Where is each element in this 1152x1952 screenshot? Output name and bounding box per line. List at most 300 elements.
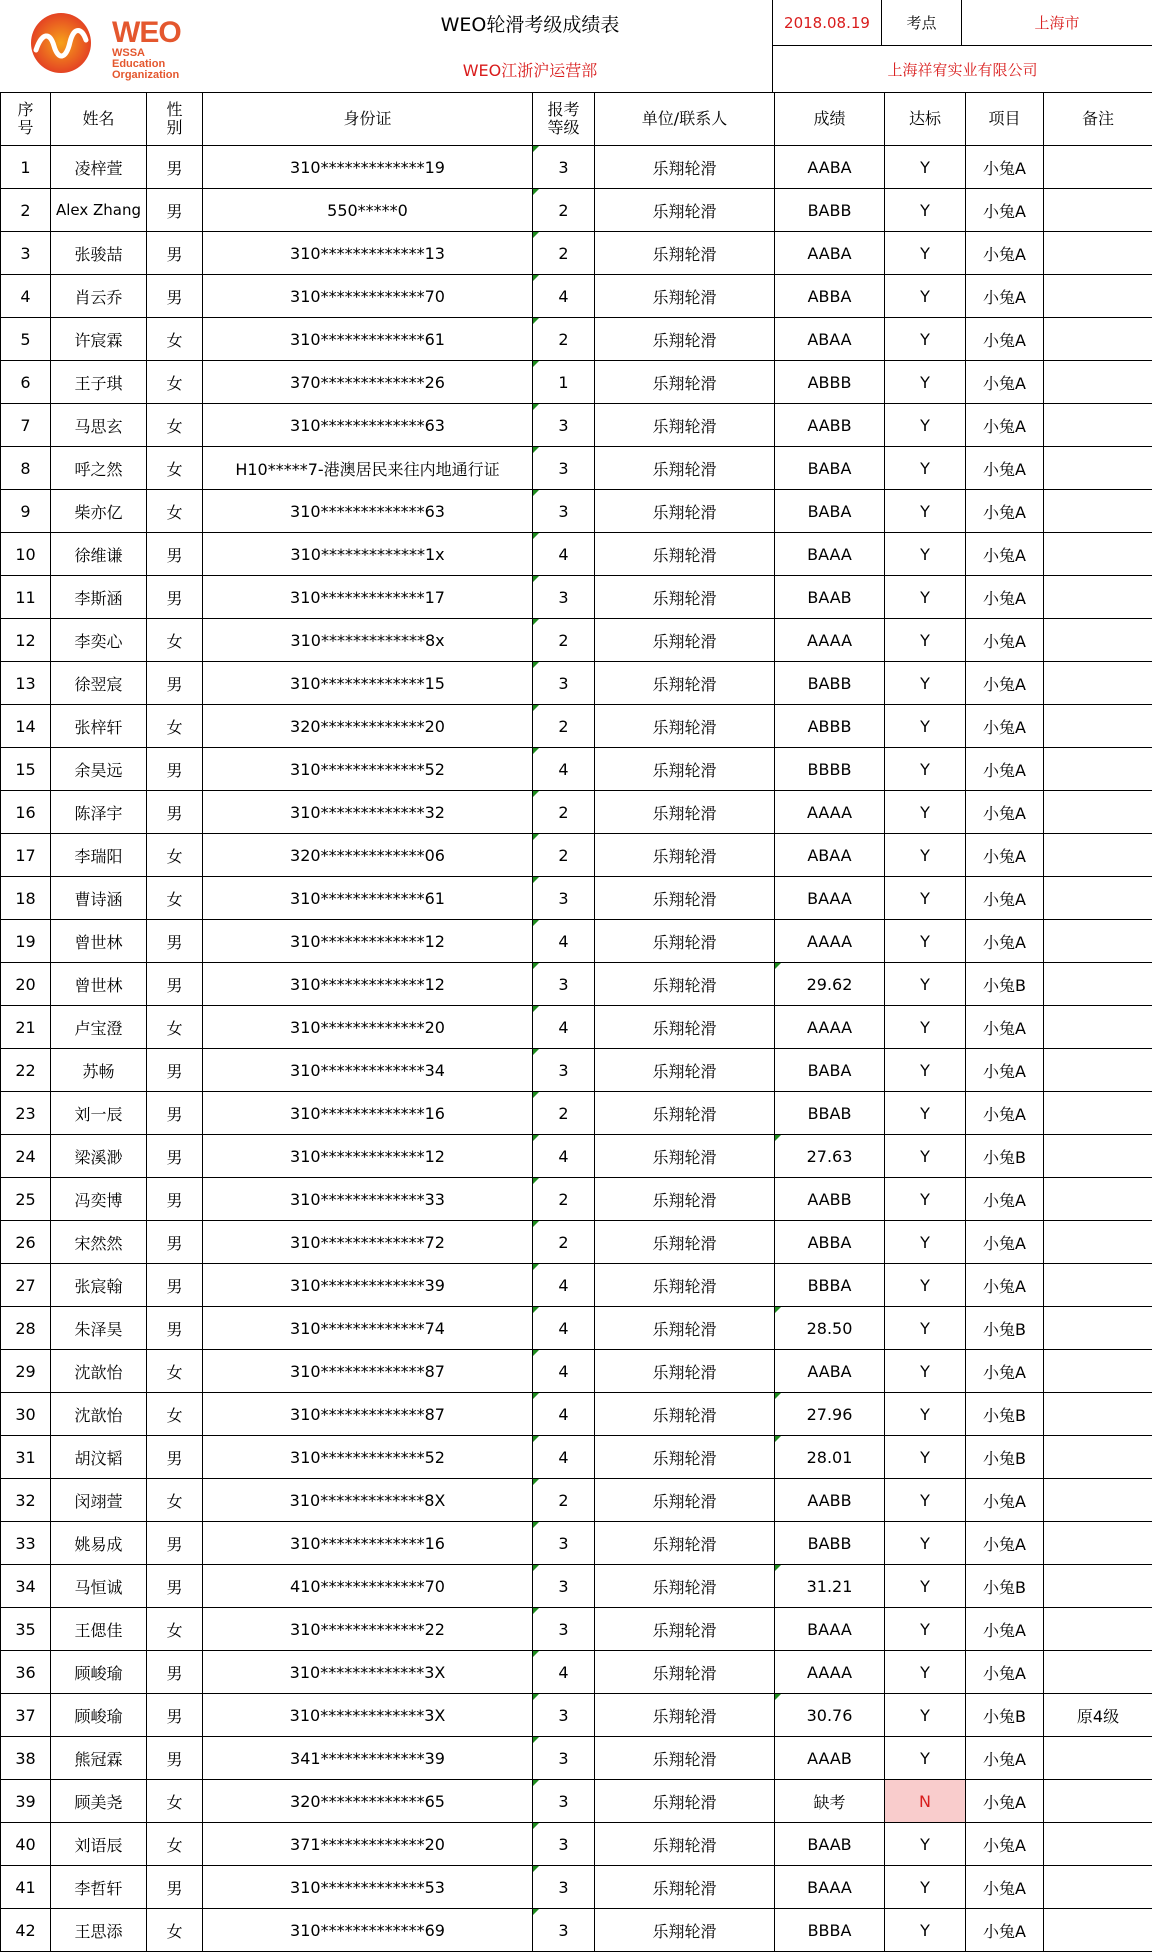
remark	[1044, 576, 1152, 619]
score: BAAB	[775, 1823, 885, 1866]
exam-level: 1	[533, 361, 595, 404]
remark	[1044, 619, 1152, 662]
gender: 男	[147, 1737, 203, 1780]
remark	[1044, 1436, 1152, 1479]
exam-level: 3	[533, 1608, 595, 1651]
remark	[1044, 1049, 1152, 1092]
id-number: 310*************17	[203, 576, 533, 619]
logo-line-3: Organization	[112, 69, 180, 81]
gender: 男	[147, 1694, 203, 1737]
score: ABBB	[775, 361, 885, 404]
row-index: 24	[1, 1135, 51, 1178]
pass-flag: Y	[885, 877, 966, 920]
gender: 男	[147, 1049, 203, 1092]
exam-level: 3	[533, 490, 595, 533]
table-row	[1, 1264, 1152, 1307]
gender: 男	[147, 1264, 203, 1307]
gender: 男	[147, 748, 203, 791]
row-index: 4	[1, 275, 51, 318]
project: 小兔A	[966, 877, 1044, 920]
student-name: 徐维谦	[51, 533, 147, 576]
gender: 女	[147, 404, 203, 447]
exam-level: 2	[533, 189, 595, 232]
id-number: 310*************39	[203, 1264, 533, 1307]
col-header-name: 姓名	[51, 93, 147, 146]
pass-flag: Y	[885, 791, 966, 834]
id-number: 310*************53	[203, 1866, 533, 1909]
unit-contact: 乐翔轮滑	[595, 447, 775, 490]
id-number: 371*************20	[203, 1823, 533, 1866]
project: 小兔A	[966, 1909, 1044, 1952]
weo-logo	[30, 12, 210, 81]
remark	[1044, 1307, 1152, 1350]
exam-level: 2	[533, 705, 595, 748]
project: 小兔A	[966, 1178, 1044, 1221]
gender: 女	[147, 1608, 203, 1651]
remark	[1044, 1135, 1152, 1178]
gender: 男	[147, 1436, 203, 1479]
unit-contact: 乐翔轮滑	[595, 1006, 775, 1049]
exam-level: 3	[533, 146, 595, 189]
score: BAAA	[775, 1608, 885, 1651]
score: ABAA	[775, 318, 885, 361]
id-number: 310*************15	[203, 662, 533, 705]
table-row	[1, 146, 1152, 189]
student-name: 胡汶韬	[51, 1436, 147, 1479]
table-row	[1, 662, 1152, 705]
pass-flag: Y	[885, 748, 966, 791]
id-number: H10*****7-港澳居民来往内地通行证	[203, 447, 533, 490]
student-name: 呼之然	[51, 447, 147, 490]
pass-flag: Y	[885, 146, 966, 189]
score: 缺考	[775, 1780, 885, 1823]
remark	[1044, 189, 1152, 232]
gender: 男	[147, 576, 203, 619]
score: BAAA	[775, 877, 885, 920]
table-row	[1, 1436, 1152, 1479]
gender: 女	[147, 1006, 203, 1049]
project: 小兔B	[966, 1694, 1044, 1737]
project: 小兔A	[966, 1092, 1044, 1135]
pass-flag: Y	[885, 834, 966, 877]
project: 小兔B	[966, 1393, 1044, 1436]
unit-contact: 乐翔轮滑	[595, 1522, 775, 1565]
student-name: 刘语辰	[51, 1823, 147, 1866]
student-name: 苏畅	[51, 1049, 147, 1092]
department-label: WEO江浙沪运营部	[462, 61, 598, 80]
score: 30.76	[775, 1694, 885, 1737]
table-row	[1, 1823, 1152, 1866]
unit-contact: 乐翔轮滑	[595, 1479, 775, 1522]
col-header-unit: 单位/联系人	[595, 93, 775, 146]
project: 小兔A	[966, 404, 1044, 447]
row-index: 38	[1, 1737, 51, 1780]
unit-contact: 乐翔轮滑	[595, 1436, 775, 1479]
remark	[1044, 490, 1152, 533]
pass-flag: Y	[885, 232, 966, 275]
gender: 男	[147, 189, 203, 232]
gender: 男	[147, 1522, 203, 1565]
remark	[1044, 1006, 1152, 1049]
remark	[1044, 1565, 1152, 1608]
exam-level: 3	[533, 1823, 595, 1866]
row-index: 39	[1, 1780, 51, 1823]
remark: 原4级	[1044, 1694, 1152, 1737]
score: 29.62	[775, 963, 885, 1006]
table-row	[1, 189, 1152, 232]
table-row	[1, 361, 1152, 404]
gender: 男	[147, 1092, 203, 1135]
table-body	[1, 146, 1152, 1952]
project: 小兔A	[966, 619, 1044, 662]
score: ABAA	[775, 834, 885, 877]
remark	[1044, 963, 1152, 1006]
unit-contact: 乐翔轮滑	[595, 490, 775, 533]
student-name: 顾美尧	[51, 1780, 147, 1823]
student-name: 朱泽昊	[51, 1307, 147, 1350]
exam-level: 4	[533, 1393, 595, 1436]
score: ABBA	[775, 275, 885, 318]
pass-flag: Y	[885, 275, 966, 318]
results-table	[0, 92, 1152, 1952]
row-index: 41	[1, 1866, 51, 1909]
unit-contact: 乐翔轮滑	[595, 1608, 775, 1651]
remark	[1044, 1780, 1152, 1823]
student-name: 李瑞阳	[51, 834, 147, 877]
project: 小兔A	[966, 1780, 1044, 1823]
pass-flag: Y	[885, 1092, 966, 1135]
row-index: 6	[1, 361, 51, 404]
table-row	[1, 1307, 1152, 1350]
exam-level: 3	[533, 447, 595, 490]
exam-level: 2	[533, 318, 595, 361]
id-number: 310*************74	[203, 1307, 533, 1350]
pass-flag: Y	[885, 619, 966, 662]
pass-flag: Y	[885, 1522, 966, 1565]
gender: 女	[147, 1393, 203, 1436]
unit-contact: 乐翔轮滑	[595, 1135, 775, 1178]
exam-level: 3	[533, 963, 595, 1006]
row-index: 37	[1, 1694, 51, 1737]
exam-level: 3	[533, 662, 595, 705]
project: 小兔A	[966, 447, 1044, 490]
gender: 男	[147, 963, 203, 1006]
row-index: 36	[1, 1651, 51, 1694]
table-row	[1, 834, 1152, 877]
gender: 女	[147, 1909, 203, 1952]
unit-contact: 乐翔轮滑	[595, 963, 775, 1006]
row-index: 21	[1, 1006, 51, 1049]
remark	[1044, 1823, 1152, 1866]
table-row	[1, 1522, 1152, 1565]
gender: 男	[147, 1565, 203, 1608]
col-header-gender: 性别	[147, 93, 203, 146]
score: BBAB	[775, 1092, 885, 1135]
id-number: 320*************20	[203, 705, 533, 748]
table-row	[1, 1565, 1152, 1608]
pass-flag: Y	[885, 1866, 966, 1909]
table-row	[1, 748, 1152, 791]
table-row	[1, 1608, 1152, 1651]
table-row	[1, 1479, 1152, 1522]
exam-level: 4	[533, 920, 595, 963]
remark	[1044, 1866, 1152, 1909]
gender: 男	[147, 662, 203, 705]
score: BAAA	[775, 1866, 885, 1909]
pass-flag: Y	[885, 533, 966, 576]
remark	[1044, 232, 1152, 275]
unit-contact: 乐翔轮滑	[595, 404, 775, 447]
pass-flag: Y	[885, 1436, 966, 1479]
project: 小兔A	[966, 1006, 1044, 1049]
row-index: 42	[1, 1909, 51, 1952]
unit-contact: 乐翔轮滑	[595, 275, 775, 318]
project: 小兔A	[966, 920, 1044, 963]
student-name: 沈歆怡	[51, 1393, 147, 1436]
score: 27.63	[775, 1135, 885, 1178]
id-number: 310*************19	[203, 146, 533, 189]
exam-level: 3	[533, 877, 595, 920]
project: 小兔A	[966, 1049, 1044, 1092]
sheet-header	[0, 0, 1152, 92]
unit-contact: 乐翔轮滑	[595, 1651, 775, 1694]
pass-flag: Y	[885, 963, 966, 1006]
id-number: 310*************63	[203, 490, 533, 533]
student-name: 曾世林	[51, 963, 147, 1006]
remark	[1044, 1178, 1152, 1221]
score: ABBB	[775, 705, 885, 748]
score: BAAB	[775, 576, 885, 619]
logo-line-1: WSSA	[112, 47, 145, 59]
table-row	[1, 1092, 1152, 1135]
gender: 男	[147, 146, 203, 189]
id-number: 310*************70	[203, 275, 533, 318]
remark	[1044, 1350, 1152, 1393]
row-index: 20	[1, 963, 51, 1006]
row-index: 8	[1, 447, 51, 490]
pass-flag: Y	[885, 1264, 966, 1307]
gender: 女	[147, 877, 203, 920]
id-number: 310*************72	[203, 1221, 533, 1264]
exam-level: 2	[533, 232, 595, 275]
unit-contact: 乐翔轮滑	[595, 1307, 775, 1350]
id-number: 310*************61	[203, 318, 533, 361]
student-name: 曹诗涵	[51, 877, 147, 920]
table-row	[1, 490, 1152, 533]
remark	[1044, 361, 1152, 404]
col-header-remark: 备注	[1044, 93, 1152, 146]
pass-flag: Y	[885, 705, 966, 748]
row-index: 15	[1, 748, 51, 791]
exam-level: 2	[533, 1178, 595, 1221]
remark	[1044, 447, 1152, 490]
remark	[1044, 1737, 1152, 1780]
score: 31.21	[775, 1565, 885, 1608]
row-index: 16	[1, 791, 51, 834]
score: AABB	[775, 404, 885, 447]
exam-level: 2	[533, 1479, 595, 1522]
pass-flag: Y	[885, 318, 966, 361]
pass-flag: Y	[885, 490, 966, 533]
id-number: 310*************87	[203, 1350, 533, 1393]
table-row	[1, 920, 1152, 963]
venue-value: 上海市	[961, 0, 1152, 46]
unit-contact: 乐翔轮滑	[595, 1909, 775, 1952]
score: BABA	[775, 447, 885, 490]
exam-level: 3	[533, 1909, 595, 1952]
id-number: 310*************33	[203, 1178, 533, 1221]
student-name: 曾世林	[51, 920, 147, 963]
exam-level: 3	[533, 1737, 595, 1780]
gender: 女	[147, 361, 203, 404]
table-header-row	[1, 93, 1152, 146]
score: AABB	[775, 1479, 885, 1522]
row-index: 22	[1, 1049, 51, 1092]
pass-flag: Y	[885, 1479, 966, 1522]
student-name: Alex Zhang	[51, 189, 147, 232]
row-index: 13	[1, 662, 51, 705]
project: 小兔A	[966, 146, 1044, 189]
page-title: WEO轮滑考级成绩表	[440, 14, 620, 36]
table-row	[1, 533, 1152, 576]
id-number: 341*************39	[203, 1737, 533, 1780]
id-number: 310*************13	[203, 232, 533, 275]
id-number: 310*************22	[203, 1608, 533, 1651]
student-name: 王子琪	[51, 361, 147, 404]
project: 小兔A	[966, 1479, 1044, 1522]
id-number: 310*************87	[203, 1393, 533, 1436]
student-name: 柴亦亿	[51, 490, 147, 533]
exam-level: 3	[533, 1565, 595, 1608]
remark	[1044, 1608, 1152, 1651]
project: 小兔A	[966, 1221, 1044, 1264]
score: BAAA	[775, 533, 885, 576]
table-row	[1, 1866, 1152, 1909]
project: 小兔B	[966, 1135, 1044, 1178]
pass-flag: Y	[885, 1393, 966, 1436]
table-row	[1, 1135, 1152, 1178]
unit-contact: 乐翔轮滑	[595, 1694, 775, 1737]
gender: 男	[147, 1135, 203, 1178]
row-index: 7	[1, 404, 51, 447]
student-name: 冯奕博	[51, 1178, 147, 1221]
score: AABA	[775, 146, 885, 189]
project: 小兔A	[966, 1737, 1044, 1780]
id-number: 310*************52	[203, 1436, 533, 1479]
exam-level: 4	[533, 1651, 595, 1694]
remark	[1044, 404, 1152, 447]
gender: 女	[147, 1780, 203, 1823]
student-name: 李斯涵	[51, 576, 147, 619]
student-name: 梁溪渺	[51, 1135, 147, 1178]
logo-tagline	[112, 48, 179, 81]
score: AAAB	[775, 1737, 885, 1780]
project: 小兔A	[966, 318, 1044, 361]
remark	[1044, 834, 1152, 877]
student-name: 宋然然	[51, 1221, 147, 1264]
pass-flag: Y	[885, 1006, 966, 1049]
exam-level: 4	[533, 1436, 595, 1479]
table-row	[1, 1393, 1152, 1436]
score: BBBB	[775, 748, 885, 791]
remark	[1044, 1651, 1152, 1694]
unit-contact: 乐翔轮滑	[595, 748, 775, 791]
project: 小兔B	[966, 963, 1044, 1006]
unit-contact: 乐翔轮滑	[595, 791, 775, 834]
student-name: 马思玄	[51, 404, 147, 447]
id-number: 310*************1x	[203, 533, 533, 576]
gender: 男	[147, 275, 203, 318]
table-row	[1, 963, 1152, 1006]
unit-contact: 乐翔轮滑	[595, 1565, 775, 1608]
row-index: 10	[1, 533, 51, 576]
pass-flag: Y	[885, 361, 966, 404]
gender: 女	[147, 447, 203, 490]
table-row	[1, 705, 1152, 748]
unit-contact: 乐翔轮滑	[595, 1393, 775, 1436]
pass-flag: Y	[885, 1135, 966, 1178]
id-number: 310*************8X	[203, 1479, 533, 1522]
exam-date: 2018.08.19	[772, 0, 882, 46]
unit-contact: 乐翔轮滑	[595, 1823, 775, 1866]
exam-level: 3	[533, 1866, 595, 1909]
col-header-id: 身份证	[203, 93, 533, 146]
remark	[1044, 920, 1152, 963]
pass-flag: Y	[885, 1178, 966, 1221]
exam-level: 3	[533, 1780, 595, 1823]
col-header-pass: 达标	[885, 93, 966, 146]
company-name: 上海祥宥实业有限公司	[772, 45, 1152, 93]
weo-logo-icon	[30, 12, 92, 74]
unit-contact: 乐翔轮滑	[595, 146, 775, 189]
pass-flag: Y	[885, 1565, 966, 1608]
row-index: 11	[1, 576, 51, 619]
student-name: 王偲佳	[51, 1608, 147, 1651]
row-index: 28	[1, 1307, 51, 1350]
student-name: 闵翊萱	[51, 1479, 147, 1522]
score: BABA	[775, 490, 885, 533]
id-number: 310*************32	[203, 791, 533, 834]
pass-flag: Y	[885, 1694, 966, 1737]
remark	[1044, 318, 1152, 361]
pass-flag: Y	[885, 576, 966, 619]
pass-flag: Y	[885, 1049, 966, 1092]
score: AAAA	[775, 1651, 885, 1694]
unit-contact: 乐翔轮滑	[595, 705, 775, 748]
exam-level: 3	[533, 1694, 595, 1737]
exam-level: 4	[533, 1264, 595, 1307]
gender: 男	[147, 533, 203, 576]
student-name: 沈歆怡	[51, 1350, 147, 1393]
col-header-item: 项目	[966, 93, 1044, 146]
exam-level: 4	[533, 1135, 595, 1178]
remark	[1044, 1522, 1152, 1565]
unit-contact: 乐翔轮滑	[595, 1866, 775, 1909]
remark	[1044, 533, 1152, 576]
score: BBBA	[775, 1909, 885, 1952]
pass-flag: Y	[885, 404, 966, 447]
unit-contact: 乐翔轮滑	[595, 361, 775, 404]
table-row	[1, 1350, 1152, 1393]
table-row	[1, 576, 1152, 619]
gender: 女	[147, 834, 203, 877]
project: 小兔A	[966, 490, 1044, 533]
table-row	[1, 1780, 1152, 1823]
remark	[1044, 1092, 1152, 1135]
score: BABA	[775, 1049, 885, 1092]
pass-flag: Y	[885, 920, 966, 963]
row-index: 1	[1, 146, 51, 189]
